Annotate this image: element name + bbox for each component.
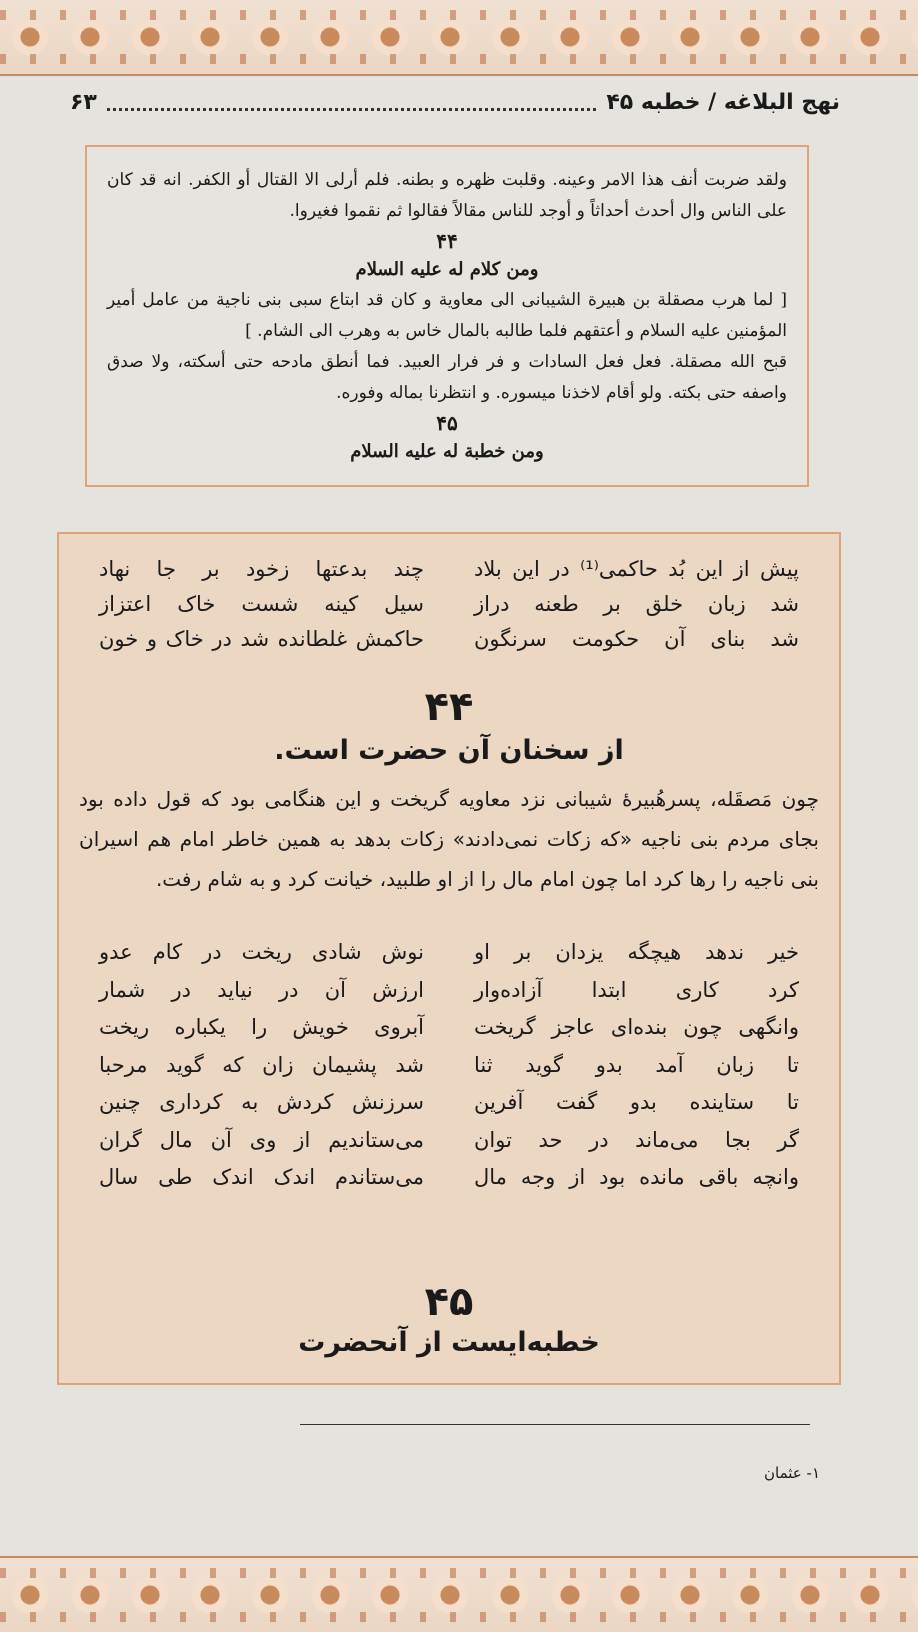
poem-hemistich: چند بدعتها زخود بر جا نهاد xyxy=(99,557,424,581)
running-title: نهج البلاغه / خطبه ۴۵ xyxy=(606,89,840,115)
header-dot-leader xyxy=(107,94,597,111)
page-header xyxy=(70,82,840,122)
poem-block-2 xyxy=(59,934,839,1197)
poem-hemistich: نوش شادی ریخت در کام عدو xyxy=(99,940,424,964)
poem-hemistich: تا زبان آمد بدو گوید ثنا xyxy=(474,1052,799,1077)
footnote: ۱- عثمان xyxy=(764,1464,820,1482)
poem-hemistich: تا ستاینده بدو گفت آفرین xyxy=(474,1090,799,1114)
section-number-44: ۴۴ xyxy=(424,684,474,730)
poem-hemistich: شد زبان خلق بر طعنه دراز xyxy=(474,592,799,616)
prose-paragraph: چون مَصقَله، پسرهُبیرهٔ شیبانی نزد معاویه گریخت و این هنگامی بود که قول داده بود بجای مردم بنی ناجیه «که زکات نمی‌دادند» زکات بدهد به همین خاطر امام هم اسیران بنی ناجیه را رها کرد اما چون امام مال را از او طلبید، خیانت کرد و به شام رفت. xyxy=(79,787,819,891)
poem-hemistich: وانچه باقی مانده بود از وجه مال xyxy=(474,1165,799,1189)
poem-hemistich: حاکمش غلطانده شد در خاک و خون xyxy=(99,627,424,651)
arabic-text-box xyxy=(85,145,809,487)
section-number-45: ۴۵ xyxy=(424,1279,474,1325)
poem-hemistich: پیش از این بُد حاکمی⁽¹⁾ در این بلاد xyxy=(474,557,799,581)
poem-hemistich: آبروی خویش را یکباره ریخت xyxy=(99,1015,424,1039)
arabic-section-heading-45: ومن خطبة له علیه السلام xyxy=(350,441,544,462)
poem-hemistich: شد پشیمان زان که گوید مرحبا xyxy=(99,1052,424,1077)
section-title-45: خطبه‌ایست از آنحضرت xyxy=(298,1327,600,1358)
poem-hemistich: سرزنش کردش به کرداری چنین xyxy=(99,1090,424,1114)
arabic-paragraph-2: قبح الله مصقلة. فعل فعل السادات و فر فرار العبید. فما أنطق مادحه حتی أسکته، ولا صدق واصفه حتی بکته. ولو أقام لاخذنا میسوره. و انتظرنا بماله وفوره. xyxy=(107,352,787,403)
poem-hemistich: ارزش آن در نیاید در شمار xyxy=(99,977,424,1002)
footnote-rule xyxy=(300,1424,810,1425)
poem-block-1 xyxy=(59,552,839,657)
page-number: ۶۳ xyxy=(70,89,97,115)
arabic-paragraph-1: ولقد ضربت أنف هذا الامر وعينه. وقلبت ظهره و بطنه. فلم أرلی الا القتال أو الکفر. انه قد کان علی الناس وال أحدث أحداثاً و أوجد للناس مقالاً فقالوا ثم نقموا فغیروا. xyxy=(107,170,787,221)
bottom-ornamental-border xyxy=(0,1556,918,1632)
poem-hemistich: وانگهی چون بنده‌ای عاجز گریخت xyxy=(474,1015,799,1039)
poem-hemistich: کرد کاری ابتدا آزاده‌وار xyxy=(474,977,799,1002)
arabic-section-number-45: ۴۵ xyxy=(436,411,458,435)
poem-hemistich: خیر ندهد هیچگه یزدان بر او xyxy=(474,940,799,964)
poem-hemistich: گر بجا می‌ماند در حد توان xyxy=(474,1127,799,1152)
section-title-44: از سخنان آن حضرت است. xyxy=(274,735,624,766)
persian-translation-box xyxy=(57,532,841,1385)
poem-hemistich: سیل کینه شست خاک اعتزاز xyxy=(99,592,424,616)
poem-hemistich: می‌ستاندم اندک اندک طی سال xyxy=(99,1165,424,1189)
arabic-section-heading-44: ومن کلام له علیه السلام xyxy=(355,259,539,280)
poem-hemistich: شد بنای آن حکومت سرنگون xyxy=(474,627,799,651)
arabic-intro-bracket: [ لما هرب مصقلة بن هبیرة الشیبانی الی معاویة و کان قد ابتاع سبی بنی ناجیة من عامل أمیر المؤمنین علیه السلام و أعتقهم فلما طالبه بالمال خاس به وهرب الی الشام. ] xyxy=(107,290,787,341)
top-ornamental-border xyxy=(0,0,918,76)
poem-hemistich: می‌ستاندیم از وی آن مال گران xyxy=(99,1127,424,1152)
arabic-section-number-44: ۴۴ xyxy=(436,229,458,253)
